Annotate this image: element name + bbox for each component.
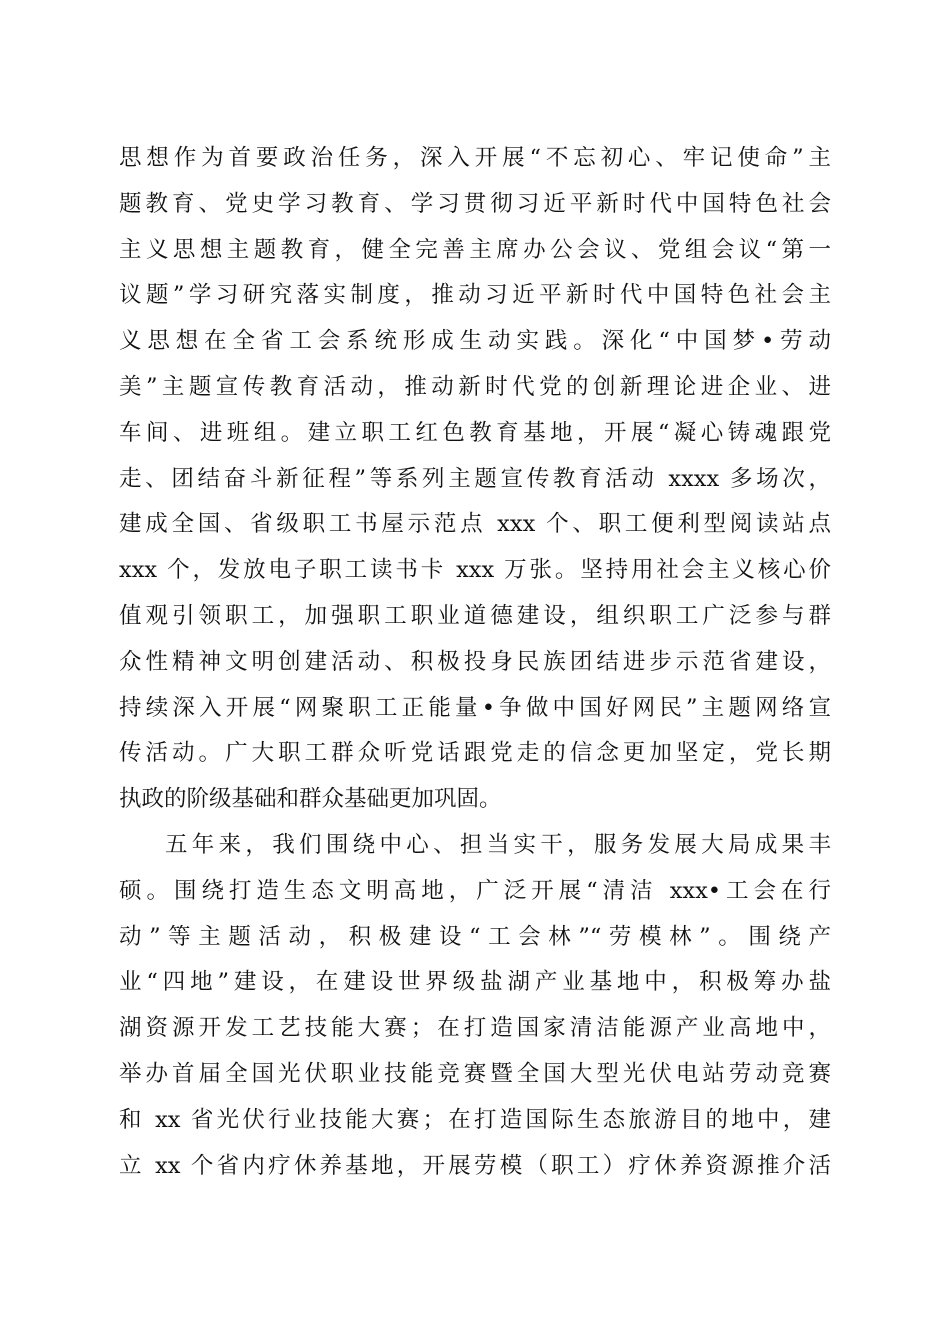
text-line: 美”主题宣传教育活动，推动新时代党的创新理论进企业、进 [119, 373, 831, 400]
text-line: 业“四地”建设，在建设世界级盐湖产业基地中，积极筹办盐 [119, 969, 831, 996]
text-line: 值观引领职工，加强职工职业道德建设，组织职工广泛参与群 [119, 602, 831, 629]
text-line: xxx 个，发放电子职工读书卡 xxx 万张。坚持用社会主义核心价 [119, 557, 831, 584]
text-line: 众性精神文明创建活动、积极投身民族团结进步示范省建设， [119, 648, 831, 675]
text-line: 举办首届全国光伏职业技能竞赛暨全国大型光伏电站劳动竞赛 [119, 1060, 831, 1087]
text-line: 五年来，我们围绕中心、担当实干，服务发展大局成果丰 [165, 831, 831, 858]
text-line: 立 xx 个省内疗休养基地，开展劳模（职工）疗休养资源推介活 [119, 1152, 831, 1179]
text-line: 动”等主题活动，积极建设“工会林”“劳模林”。围绕产 [119, 923, 831, 950]
text-line: 和 xx 省光伏行业技能大赛；在打造国际生态旅游目的地中，建 [119, 1106, 831, 1133]
text-line: 议题”学习研究落实制度，推动习近平新时代中国特色社会主 [119, 282, 831, 309]
paragraph-1 [119, 136, 831, 823]
text-line: 主义思想主题教育，健全完善主席办公会议、党组会议“第一 [119, 236, 831, 263]
text-line: 持续深入开展“网聚职工正能量•争做中国好网民”主题网络宣 [119, 694, 831, 721]
text-line: 执政的阶级基础和群众基础更加巩固。 [119, 786, 502, 813]
text-line: 走、团结奋斗新征程”等系列主题宣传教育活动 xxxx 多场次， [119, 465, 831, 492]
text-line: 义思想在全省工会系统形成生动实践。深化“中国梦•劳动 [119, 328, 831, 355]
paragraph-2 [119, 823, 831, 1189]
text-line: 湖资源开发工艺技能大赛；在打造国家清洁能源产业高地中， [119, 1015, 831, 1042]
text-line: 传活动。广大职工群众听党话跟党走的信念更加坚定，党长期 [119, 740, 831, 767]
text-line: 硕。围绕打造生态文明高地，广泛开展“清洁 xxx•工会在行 [119, 877, 831, 904]
body-text [119, 136, 831, 1189]
text-line: 建成全国、省级职工书屋示范点 xxx 个、职工便利型阅读站点 [119, 511, 831, 538]
text-line: 思想作为首要政治任务，深入开展“不忘初心、牢记使命”主 [119, 145, 831, 171]
text-line: 车间、进班组。建立职工红色教育基地，开展“凝心铸魂跟党 [119, 419, 831, 446]
text-line: 题教育、党史学习教育、学习贯彻习近平新时代中国特色社会 [119, 190, 831, 217]
